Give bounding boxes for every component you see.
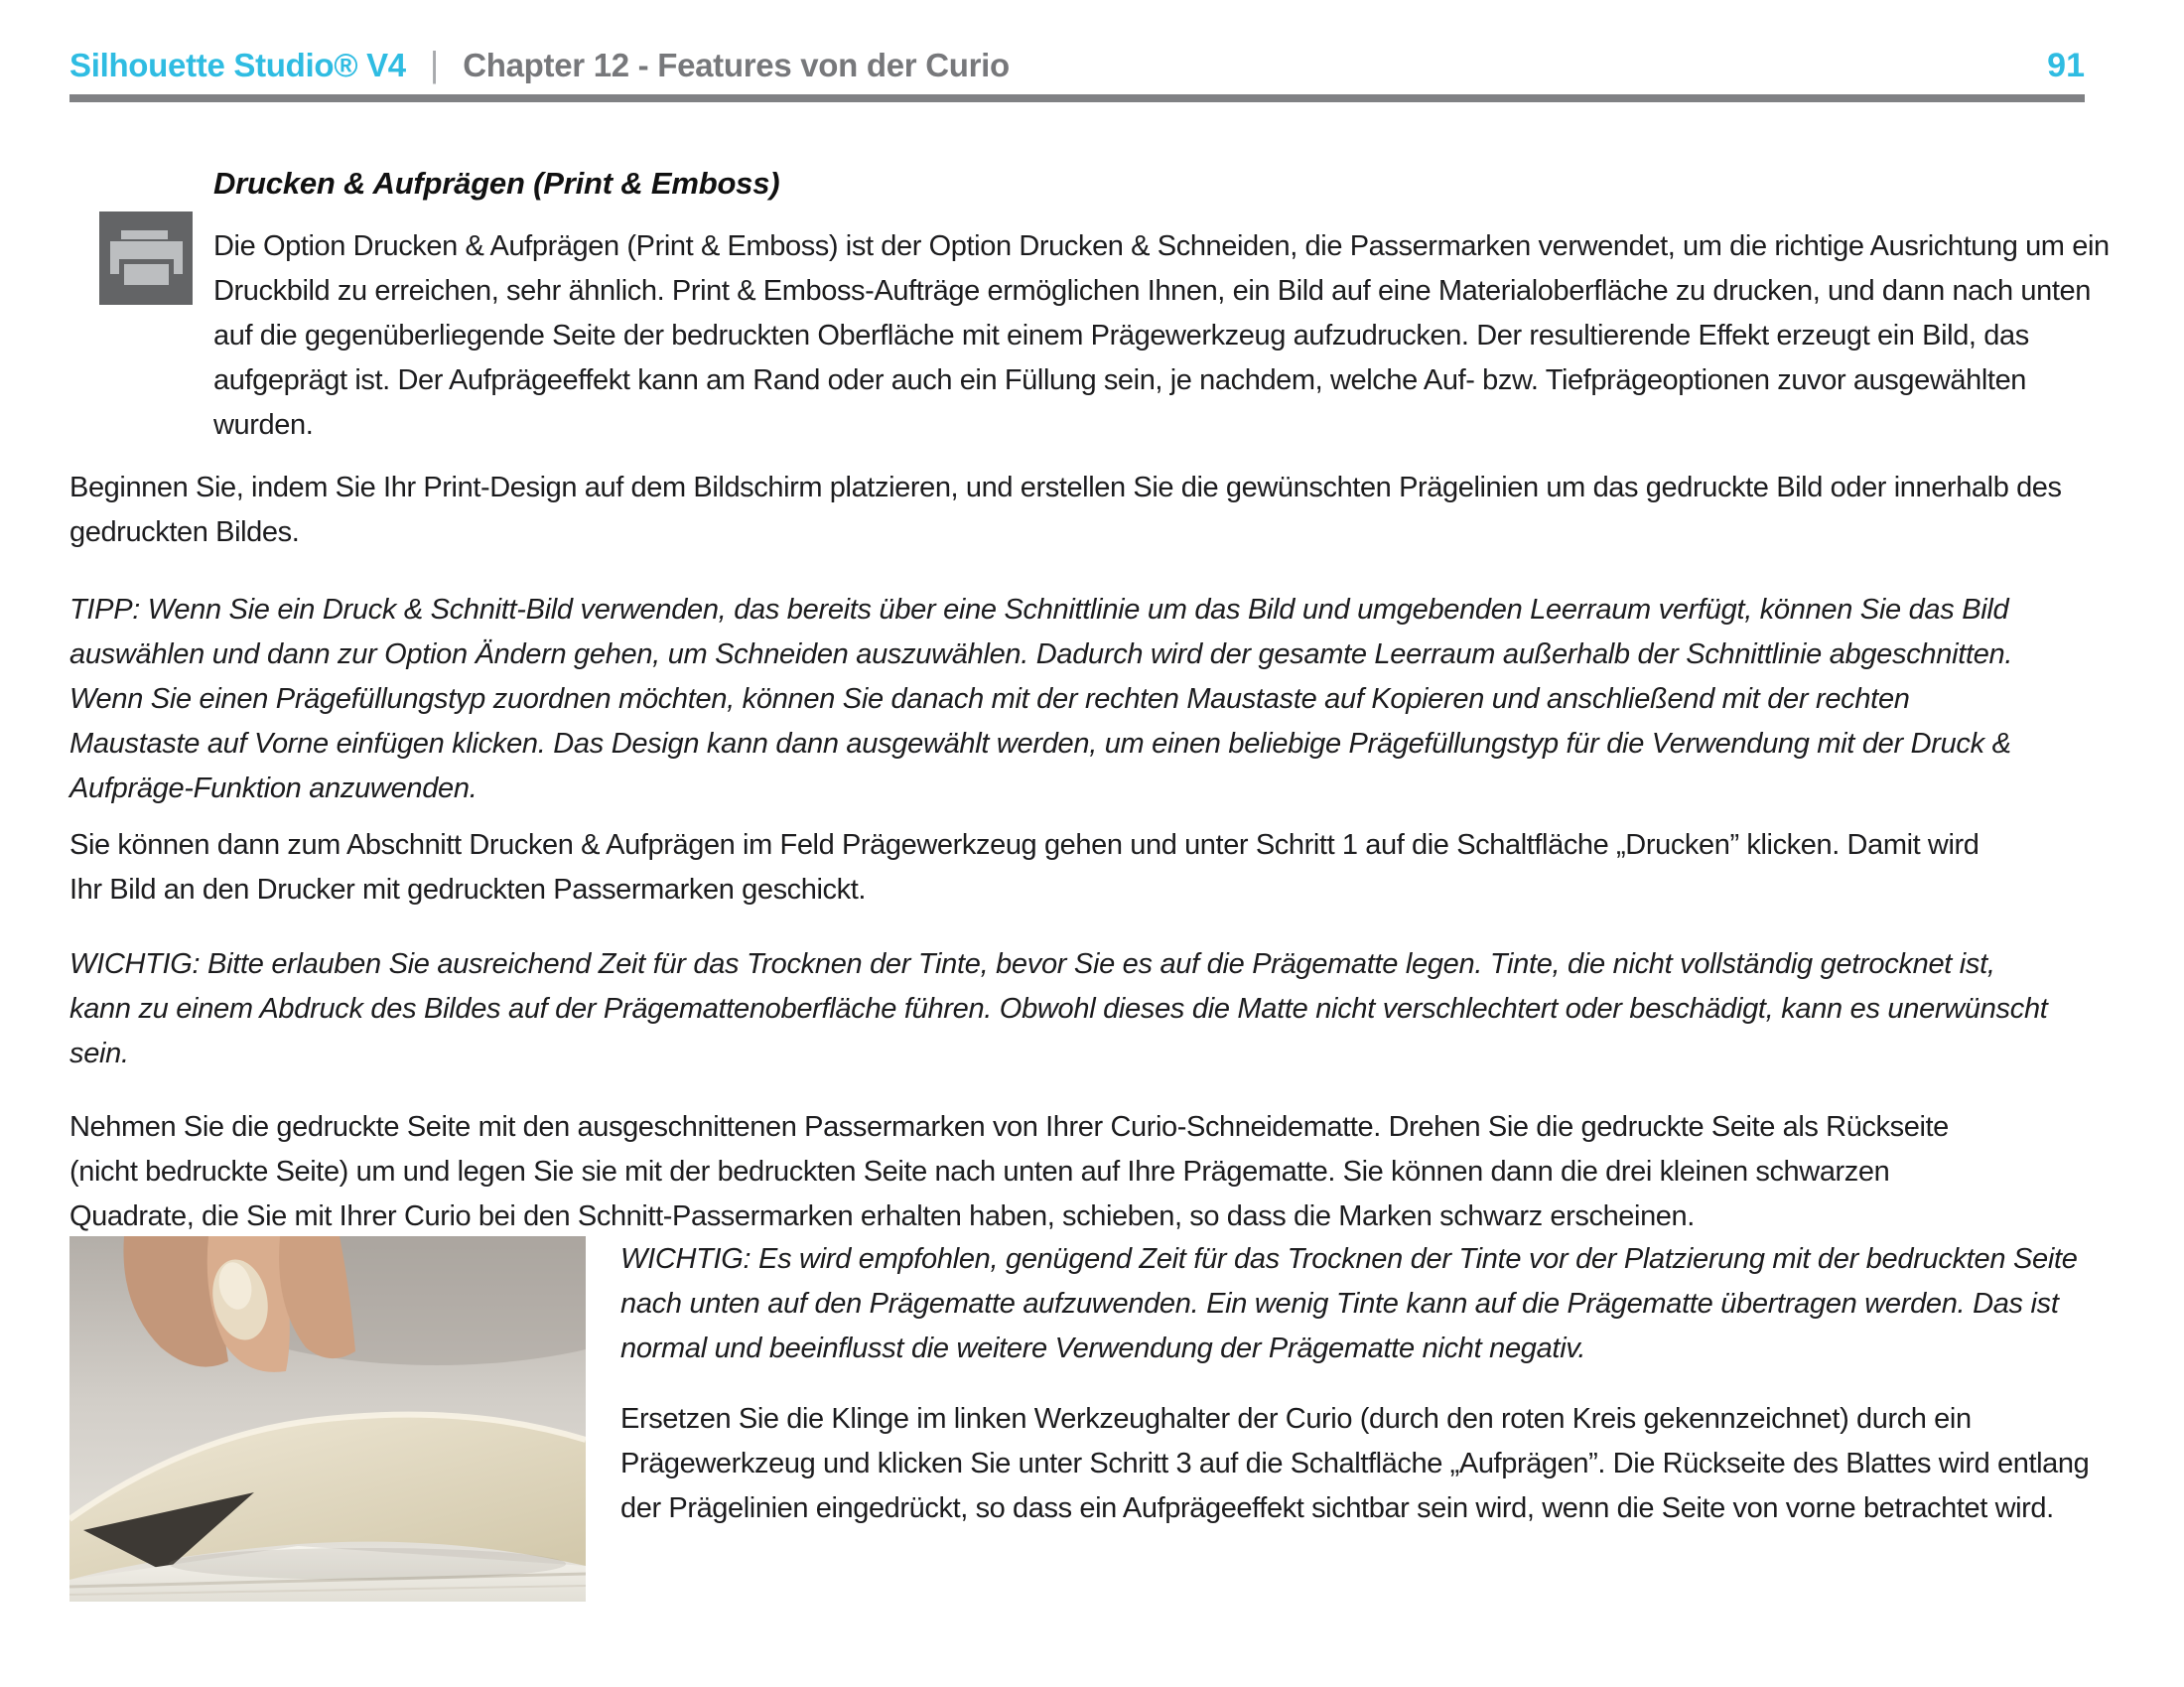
paragraph-nehmen: Nehmen Sie die gedruckte Seite mit den ausgeschnittenen Passermarken von Ihrer Curio-Schneidematte. Drehen Sie die gedruckte Seite als Rückseite (nicht bedruckte Seite) um und legen Sie sie mit der bedruckten Seite nach unten auf Ihre Prägematte. Sie können dann die drei kleinen schwarzen Quadrate, die Sie mit Ihrer Curio bei den Schnitt-Passermarken erhalten haben, schieben, so dass die Marken schwarz erscheinen. xyxy=(69,1111,1949,1232)
header-divider xyxy=(69,94,2085,102)
paragraph-step1: Sie können dann zum Abschnitt Drucken & Aufprägen im Feld Prägewerkzeug gehen und unter Schritt 1 auf die Schaltfläche „Drucken” klicken. Damit wird Ihr Bild an den Drucker mit gedruckten Passermarken geschickt. xyxy=(69,829,1979,906)
photo-illustration xyxy=(69,1236,586,1602)
paragraph-tipp: TIPP: Wenn Sie ein Druck & Schnitt-Bild verwenden, das bereits über eine Schnittlinie um das Bild und umgebenden Leerraum verfügt, können Sie das Bild auswählen und dann zur Option Ändern gehen, um Schneiden auszuwählen. Dadurch wird der gesamte Leerraum außerhalb der Schnittlinie abgeschnitten. Wenn Sie einen Prägefüllungstyp zuordnen möchten, können Sie danach mit der rechten Maustaste auf Kopieren und anschließend mit der rechten Maustaste auf Vorne einfügen klicken. Das Design kann dann ausgewählt werden, um einen beliebige Prägefüllungstyp für die Verwendung mit der Druck & Aufpräge-Funktion anzuwenden. xyxy=(69,594,2013,804)
paragraph-begin: Beginnen Sie, indem Sie Ihr Print-Design auf dem Bildschirm platzieren, und erstellen Sie die gewünschten Prägelinien um das gedruckte Bild oder innerhalb des gedruckten Bildes. xyxy=(69,472,2062,548)
page-number: 91 xyxy=(2047,47,2085,84)
paragraph-intro: Die Option Drucken & Aufprägen (Print & Emboss) ist der Option Drucken & Schneiden, die Passermarken verwendet, um die richtige Ausrichtung um ein Druckbild zu erreichen, sehr ähnlich. Print & Emboss-Aufträge ermöglichen Ihnen, ein Bild auf eine Materialoberfläche zu drucken, und dann nach unten auf die gegenüberliegende Seite der bedruckten Oberfläche mit einem Prägewerkzeug aufzudrucken. Der resultierende Effekt erzeugt ein Bild, das aufgeprägt ist. Der Aufprägeeffekt kann am Rand oder auch ein Füllung sein, je nachdem, welche Auf- bzw. Tiefprägeoptionen zuvor ausgewählten wurden. xyxy=(213,230,2110,441)
paragraph-ersetzen: Ersetzen Sie die Klinge im linken Werkzeughalter der Curio (durch den roten Kreis gekennzeichnet) durch ein Prägewerkzeug und klicken Sie unter Schritt 3 auf die Schaltfläche „Aufprägen”. Die Rückseite des Blattes wird entlang der Prägelinien eingedrückt, so dass ein Aufprägeeffekt sichtbar sein wird, wenn die Seite von vorne betrachtet wird. xyxy=(620,1403,2090,1524)
paragraph-wichtig-1: WICHTIG: Bitte erlauben Sie ausreichend Zeit für das Trocknen der Tinte, bevor Sie es auf die Prägematte legen. Tinte, die nicht vollständig getrocknet ist, kann zu einem Abdruck des Bildes auf der Prägemattenoberfläche führen. Obwohl dieses die Matte nicht verschlechtert oder beschädigt, kann es unerwünscht sein. xyxy=(69,948,2048,1069)
header-separator: | xyxy=(429,44,440,84)
hands-peeling-printed-sheet-photo xyxy=(69,1236,586,1602)
printer-icon xyxy=(99,211,193,305)
brand-title: Silhouette Studio® V4 xyxy=(69,47,406,83)
bottom-text-column xyxy=(620,1237,2115,1531)
chapter-title: Chapter 12 - Features von der Curio xyxy=(463,47,1010,83)
page-header xyxy=(69,44,2085,85)
paragraph-wichtig-2: WICHTIG: Es wird empfohlen, genügend Zeit für das Trocknen der Tinte vor der Platzierung mit der bedruckten Seite nach unten auf den Prägematte aufzuwenden. Ein wenig Tinte kann auf die Prägematte übertragen werden. Das ist normal und beeinflusst die weitere Verwendung der Prägematte nicht negativ. xyxy=(620,1243,2078,1364)
section-heading: Drucken & Aufprägen (Print & Emboss) xyxy=(213,165,780,201)
printer-icon-glyph xyxy=(99,211,193,305)
